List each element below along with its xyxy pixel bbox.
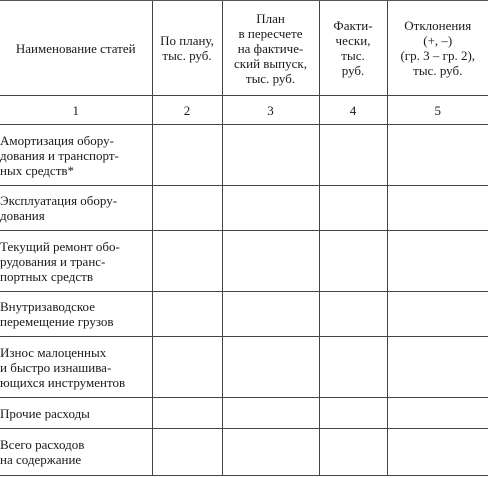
empty-cell [319,337,387,398]
empty-cell [152,398,222,429]
empty-cell [152,429,222,476]
column-number-row [0,96,488,125]
row-label: Износ малоценных и быстро изнашива- ющихся инструментов [0,337,152,398]
row-label: Внутризаводское перемещение грузов [0,292,152,337]
empty-cell [222,292,319,337]
empty-cell [222,398,319,429]
empty-cell [152,292,222,337]
empty-cell [222,337,319,398]
header-row [0,1,488,96]
column-number: 2 [152,96,222,125]
table-row [0,429,488,476]
empty-cell [152,186,222,231]
empty-cell [387,337,488,398]
table-row [0,125,488,186]
empty-cell [319,186,387,231]
column-number: 5 [387,96,488,125]
empty-cell [387,292,488,337]
empty-cell [222,429,319,476]
column-number: 1 [0,96,152,125]
empty-cell [319,292,387,337]
table-row [0,337,488,398]
empty-cell [387,398,488,429]
table-row [0,292,488,337]
empty-cell [387,231,488,292]
empty-cell [387,125,488,186]
table-row [0,231,488,292]
table-row [0,398,488,429]
empty-cell [222,125,319,186]
empty-cell [319,231,387,292]
row-label: Текущий ремонт обо- рудования и транс- портных средств [0,231,152,292]
empty-cell [319,429,387,476]
empty-cell [222,231,319,292]
table-row [0,186,488,231]
empty-cell [152,231,222,292]
row-label: Амортизация обору- дования и транспорт- ных средств* [0,125,152,186]
column-header-deviations: Отклонения (+, –) (гр. 3 – гр. 2), тыс. руб. [387,1,488,96]
column-header-plan-recalculated: План в пересчете на фактиче- ский выпуск, тыс. руб. [222,1,319,96]
column-header-planned: По плану, тыс. руб. [152,1,222,96]
expense-table [0,1,488,476]
column-number: 4 [319,96,387,125]
column-header-item-name: Наименование статей [0,1,152,96]
empty-cell [152,337,222,398]
empty-cell [387,186,488,231]
column-header-actual: Факти- чески, тыс. руб. [319,1,387,96]
empty-cell [152,125,222,186]
column-number: 3 [222,96,319,125]
row-label: Всего расходов на содержание [0,429,152,476]
empty-cell [319,398,387,429]
empty-cell [222,186,319,231]
empty-cell [319,125,387,186]
empty-cell [387,429,488,476]
row-label: Прочие расходы [0,398,152,429]
row-label: Эксплуатация обору- дования [0,186,152,231]
